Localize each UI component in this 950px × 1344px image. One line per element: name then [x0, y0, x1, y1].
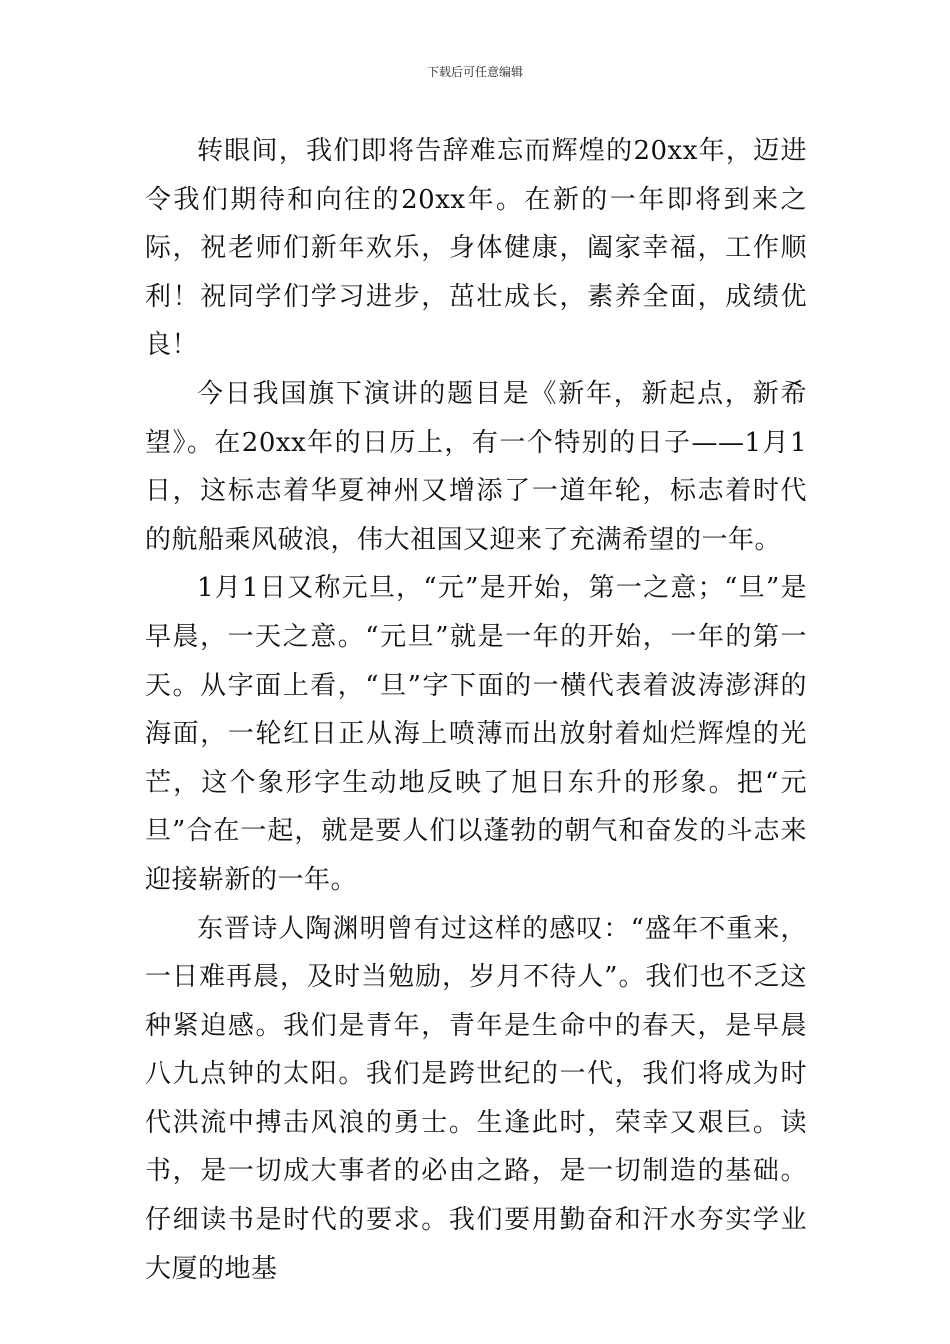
page-header: 下载后可任意编辑 — [426, 65, 523, 79]
document-body — [145, 127, 807, 1293]
paragraph-time-urgency: 东晋诗人陶渊明曾有过这样的感叹：“盛年不重来，一日难再晨，及时当勉励，岁月不待人”。我们也不乏这种紧迫感。我们是青年，青年是生命中的春天，是早晨八九点钟的太阳。我们是跨世纪的一代，我们将成为时代洪流中搏击风浪的勇士。生逢此时，荣幸又艰巨。读书，是一切成大事者的必由之路，是一切制造的基础。仔细读书是时代的要求。我们要用勤奋和汗水夯实学业大厦的地基 — [145, 913, 807, 1284]
paragraph-speech-topic: 今日我国旗下演讲的题目是《新年，新起点，新希望》。在20xx年的日历上，有一个特别的日子——1月1日，这标志着华夏神州又增添了一道年轮，标志着时代的航船乘风破浪，伟大祖国又迎来了充满希望的一年。 — [145, 378, 807, 555]
paragraph-greeting: 转眼间，我们即将告辞难忘而辉煌的20xx年，迈进令我们期待和向往的20xx年。在新的一年即将到来之际，祝老师们新年欢乐，身体健康，阖家幸福，工作顺利！祝同学们学习进步，茁壮成长，素养全面，成绩优良！ — [145, 136, 807, 361]
paragraph-new-year-meaning: 1月1日又称元旦，“元”是开始，第一之意；“旦”是早晨，一天之意。“元旦”就是一年的开始，一年的第一天。从字面上看，“旦”字下面的一横代表着波涛澎湃的海面，一轮红日正从海上喷薄而出放射着灿烂辉煌的光芒，这个象形字生动地反映了旭日东升的形象。把“元旦”合在一起，就是要人们以蓬勃的朝气和奋发的斗志来迎接崭新的一年。 — [145, 573, 807, 895]
